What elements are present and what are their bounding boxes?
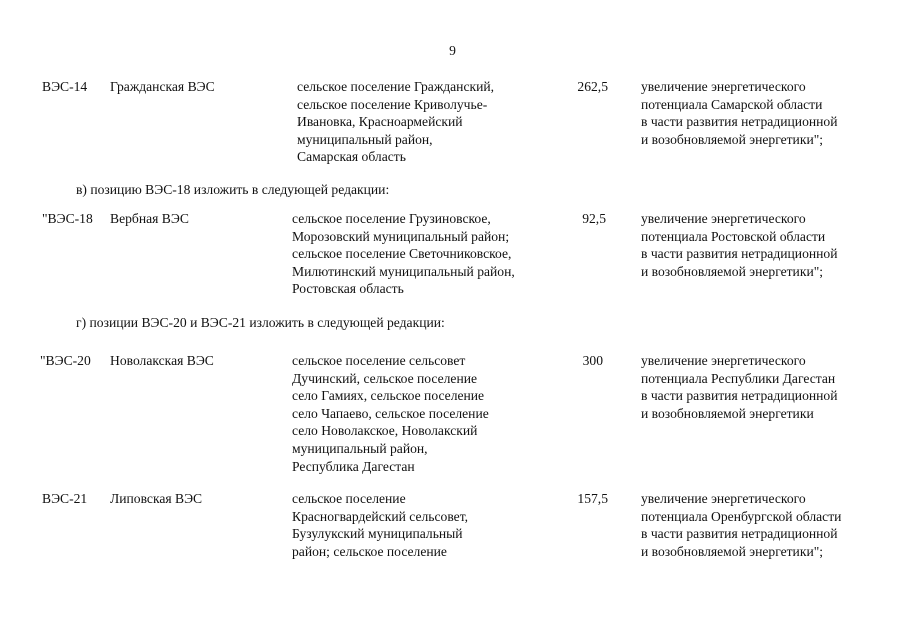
purpose-line: увеличение энергетического [641,353,806,368]
location-line: сельское поселение Гражданский, [297,79,495,94]
location-line: сельское поселение сельсовет [292,353,466,368]
location-line: Республика Дагестан [292,458,415,474]
location-line: село Новолакское, Новолакский [292,423,478,439]
purpose-line: в части развития нетрадиционной [641,526,838,542]
row-code: ВЭС-14 [42,79,88,94]
purpose-line: и возобновляемой энергетики"; [641,543,824,559]
location-line: муниципальный район, [292,440,428,456]
instruction-text: в) позицию ВЭС-18 изложить в следующей редакции: [76,182,390,197]
row-name: Вербная ВЭС [110,211,189,226]
location-line: Ростовская область [292,281,404,297]
row-purpose [641,78,838,148]
purpose-line: и возобновляемой энергетики"; [641,131,824,147]
row-purpose [641,490,841,560]
location-line: Самарская область [297,149,406,165]
purpose-line: увеличение энергетического [641,491,806,506]
purpose-line: в части развития нетрадиционной [641,388,838,404]
purpose-line: потенциала Самарской области [641,96,823,112]
row-code: "ВЭС-18 [42,211,93,226]
row-location [292,352,489,475]
row-location [292,490,468,560]
row-capacity: 262,5 [577,79,608,94]
location-line: муниципальный район, [297,131,433,147]
row-name: Липовская ВЭС [110,491,203,506]
row-capacity: 300 [582,353,603,368]
row-purpose [641,210,838,280]
purpose-line: и возобновляемой энергетики"; [641,263,824,279]
row-code: ВЭС-21 [42,491,88,506]
purpose-line: потенциала Оренбургской области [641,508,842,524]
location-line: сельское поселение Криволучье- [297,96,488,112]
purpose-line: и возобновляемой энергетики [641,405,814,421]
row-purpose [641,352,838,422]
row-name: Гражданская ВЭС [110,79,215,94]
purpose-line: увеличение энергетического [641,79,806,94]
row-capacity: 92,5 [582,211,606,226]
location-line: Дучинский, сельское поселение [292,370,478,386]
location-line: сельское поселение [292,491,406,506]
location-line: село Чапаево, сельское поселение [292,405,489,421]
location-line: Красногвардейский сельсовет, [292,508,469,524]
purpose-line: потенциала Республики Дагестан [641,370,836,386]
purpose-line: потенциала Ростовской области [641,228,826,244]
row-code: "ВЭС-20 [40,353,91,368]
location-line: Бузулукский муниципальный [292,526,463,542]
purpose-line: в части развития нетрадиционной [641,114,838,130]
location-line: Морозовский муниципальный район; [292,228,510,244]
row-capacity: 157,5 [577,491,608,506]
location-line: Ивановка, Красноармейский [297,114,463,130]
location-line: сельское поселение Светочниковское, [292,246,512,262]
page-number: 9 [449,43,456,58]
purpose-line: в части развития нетрадиционной [641,246,838,262]
location-line: Милютинский муниципальный район, [292,263,515,279]
location-line: село Гамиях, сельское поселение [292,388,485,404]
row-name: Новолакская ВЭС [110,353,214,368]
row-location [297,78,494,166]
row-location [292,210,515,298]
location-line: сельское поселение Грузиновское, [292,211,491,226]
instruction-text: г) позиции ВЭС-20 и ВЭС-21 изложить в следующей редакции: [76,315,445,330]
location-line: район; сельское поселение [292,543,447,559]
purpose-line: увеличение энергетического [641,211,806,226]
